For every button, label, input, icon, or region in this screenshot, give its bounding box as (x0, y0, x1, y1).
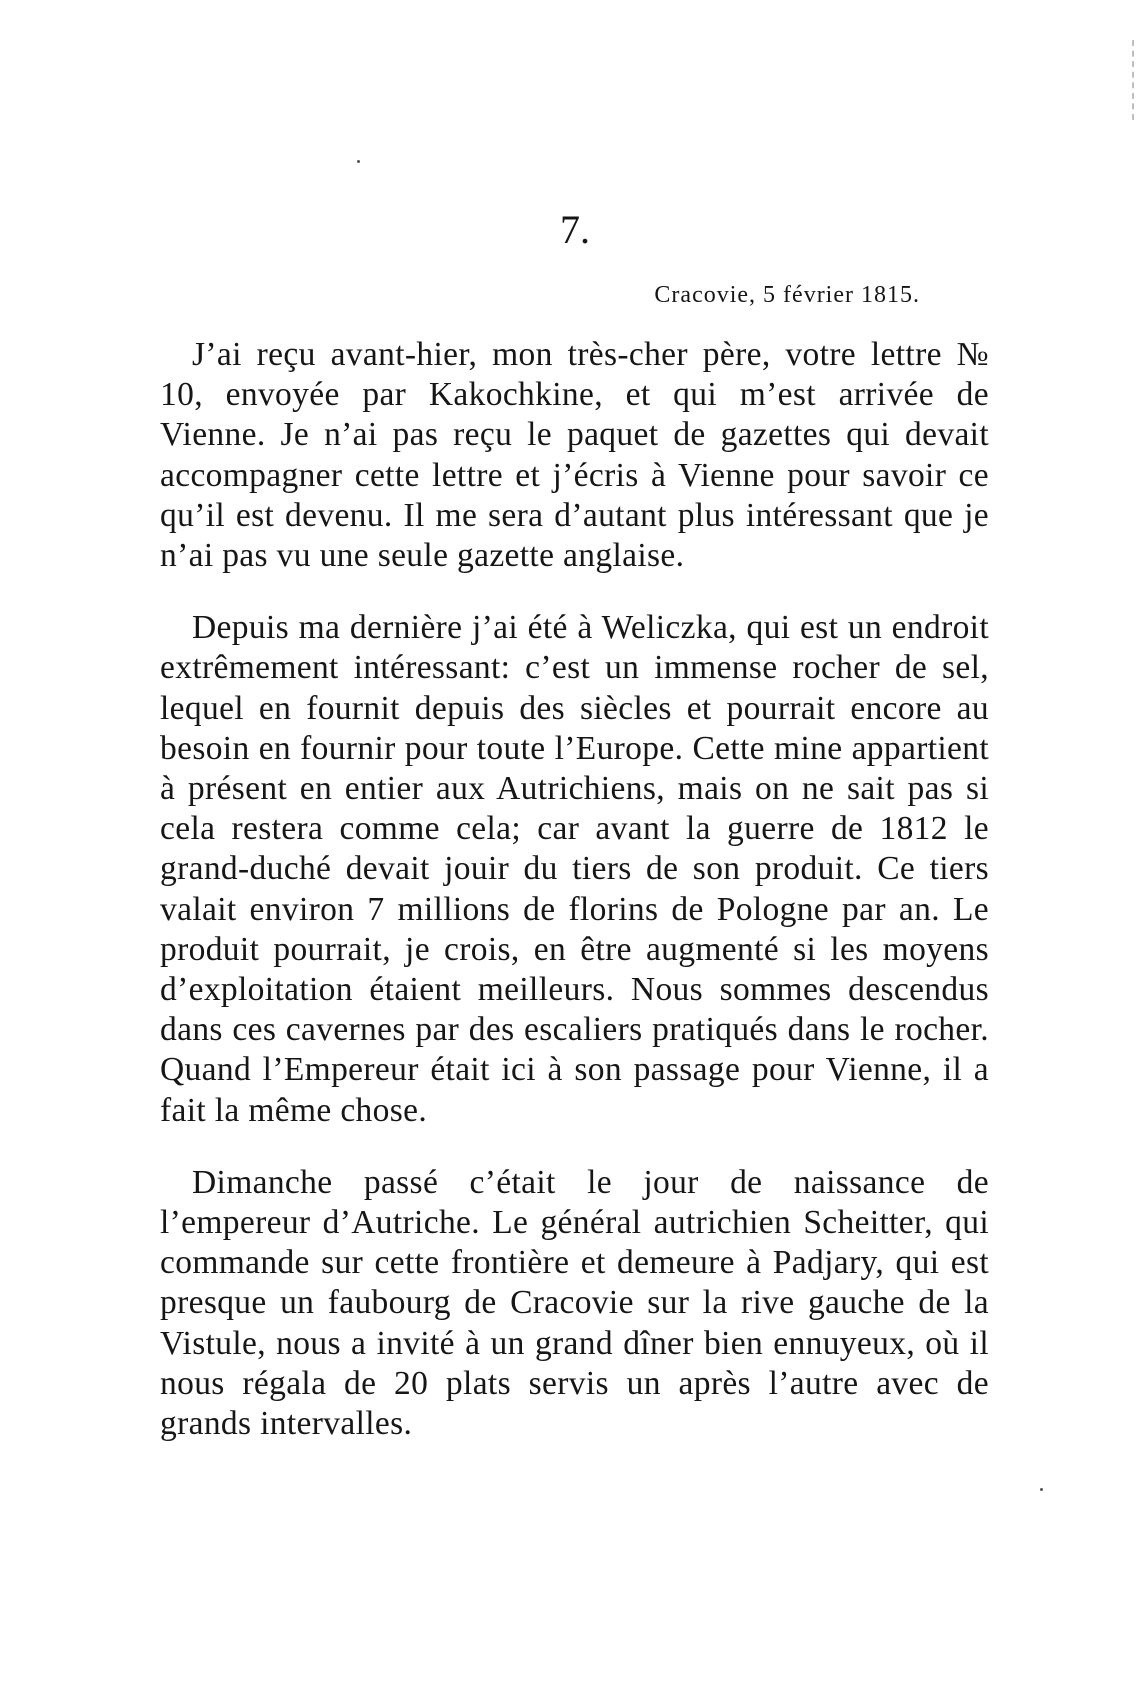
paragraph: Depuis ma dernière j’ai été à Weliczka, qui est un endroit extrêmement intéressant: c’est un immense rocher de sel, lequel en fournit depuis des siècles et pourrait encore au besoin en fournir pour toute l’Europe. Cette mine appartient à présent en entier aux Autrichiens, mais on ne sait pas si cela restera comme cela; car avant la guerre de 1812 le grand-duché devait jouir du tiers de son produit. Ce tiers valait environ 7 millions de florins de Pologne par an. Le produit pourrait, je crois, en être augmenté si les moyens d’exploitation étaient meilleurs. Nous sommes descendus dans ces cavernes par des escaliers pratiqués dans le rocher. Quand l’Empereur était ici à son passage pour Vienne, il a fait la même chose. (160, 609, 989, 1129)
scan-speck (1040, 1488, 1043, 1491)
dateline: Cracovie, 5 février 1815. (654, 282, 920, 308)
scan-speck (357, 160, 360, 163)
letter-body (160, 335, 989, 1444)
paragraph: Dimanche passé c’était le jour de naissance de l’empereur d’Autriche. Le général autrichien Scheitter, qui commande sur cette frontière et demeure à Padjary, qui est presque un faubourg de Cracovie sur la rive gauche de la Vistule, nous a invité à un grand dîner bien ennuyeux, où il nous régala de 20 plats servis un après l’autre avec de grands intervalles. (160, 1163, 989, 1443)
paragraph: J’ai reçu avant-hier, mon très-cher père, votre lettre № 10, envoyée par Kakochkine, et qui m’est arrivée de Vienne. Je n’ai pas reçu le paquet de gazettes qui devait accompagner cette lettre et j’écris à Vienne pour savoir ce qu’il est devenu. Il me sera d’autant plus intéressant que je n’ai pas vu une seule gazette anglaise. (160, 336, 989, 575)
scan-edge-mark (1130, 40, 1134, 120)
letter-number: 7. (560, 207, 590, 252)
